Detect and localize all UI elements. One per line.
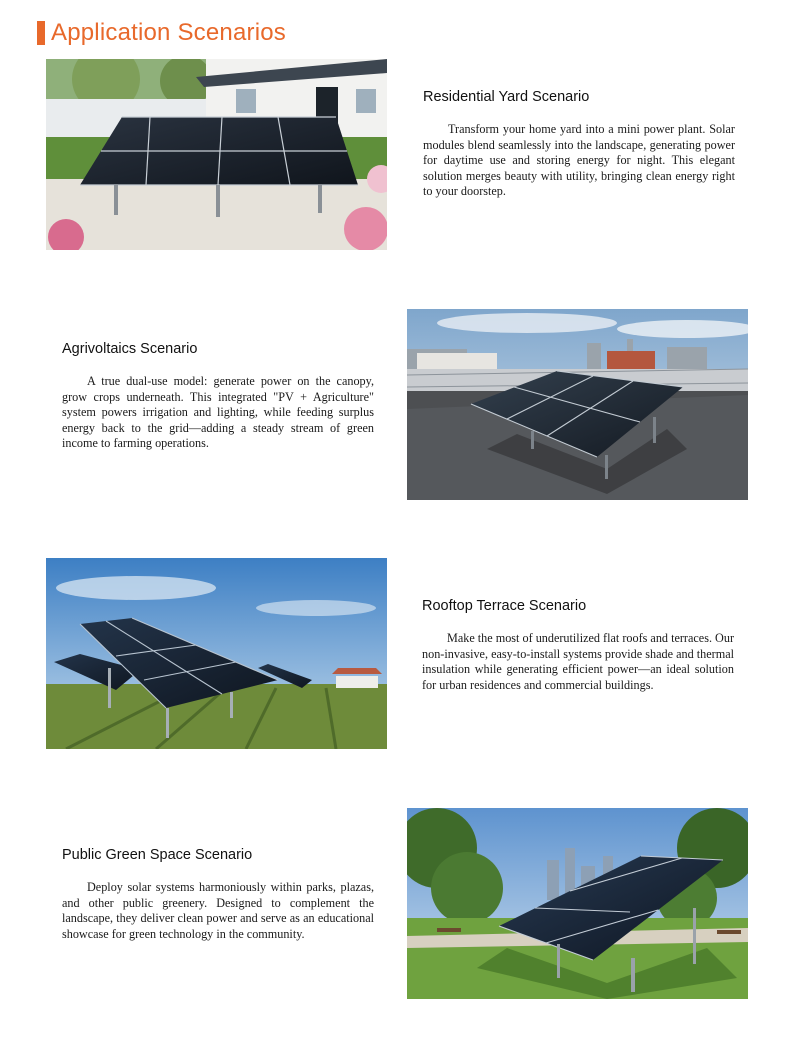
scenario-title: Agrivoltaics Scenario [62, 341, 198, 357]
crop-field-array-photo [46, 558, 387, 749]
rooftop-array-photo [407, 309, 748, 500]
scenario-residential [423, 89, 735, 200]
scenario-title: Residential Yard Scenario [423, 89, 590, 105]
heading-accent-bar [37, 21, 45, 45]
page-title: Application Scenarios [51, 19, 287, 46]
scenario-description: A true dual-use model: generate power on the canopy, grow crops underneath. This integrated "PV + Agriculture" system powers irrigation and lighting, while feeding surplus energy back to the grid—adding a steady stream of green income to farming operations. [62, 374, 374, 450]
section-heading [37, 18, 286, 48]
scenario-title: Rooftop Terrace Scenario [422, 598, 587, 614]
scenario-agrivoltaics [62, 341, 374, 452]
scenario-title: Public Green Space Scenario [62, 847, 253, 863]
scenario-description: Transform your home yard into a mini power plant. Solar modules blend seamlessly into the landscape, generating power for daytime use and storing energy for night. This elegant solution merges beauty with utility, bringing clean energy right to your doorstep. [423, 122, 735, 198]
scenario-description: Make the most of underutilized flat roofs and terraces. Our non-invasive, easy-to-install systems provide shade and thermal insulation while generating efficient power—an ideal solution for urban residences and commercial buildings. [422, 631, 734, 692]
scenario-public-green-space [62, 847, 374, 942]
scenario-description: Deploy solar systems harmoniously within parks, plazas, and other public greenery. Designed to complement the landscape, they deliver clean power and serve as an educational showcase for green technology in the community. [62, 880, 374, 941]
scenario-rooftop-terrace [422, 598, 734, 693]
park-array-photo [407, 808, 748, 999]
residential-yard-photo [46, 59, 387, 250]
